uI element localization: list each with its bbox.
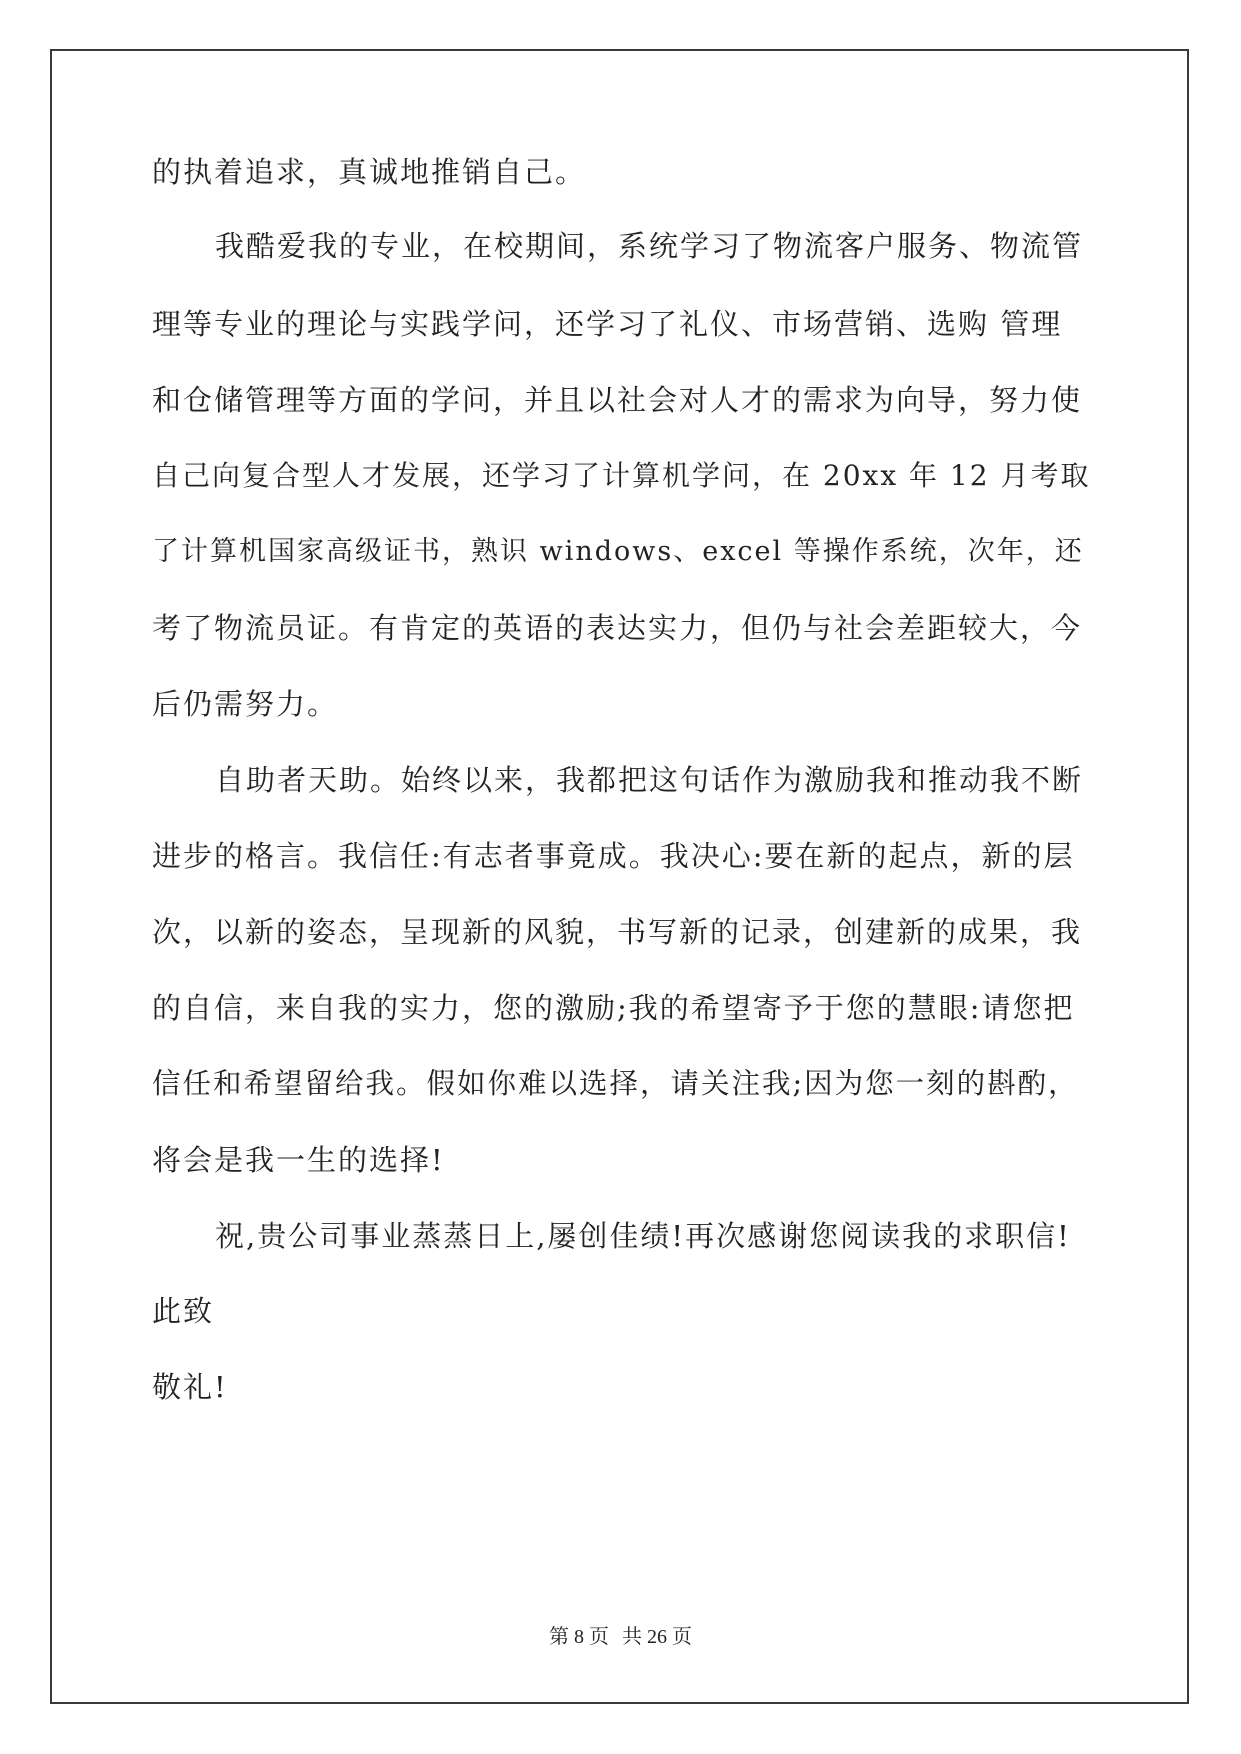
- text-line: 自己向复合型人才发展，还学习了计算机学问，在 20xx 年 12 月考取: [152, 459, 1091, 492]
- text-line: 将会是我一生的选择!: [152, 1143, 445, 1177]
- text-line: 此致: [152, 1294, 215, 1328]
- text-line: 和仓储管理等方面的学问，并且以社会对人才的需求为向导，努力使: [152, 383, 1083, 417]
- text-line: 的自信，来自我的实力，您的激励;我的希望寄予于您的慧眼:请您把: [152, 991, 1075, 1025]
- text-line: 理等专业的理论与实践学问，还学习了礼仪、市场营销、选购 管理: [152, 307, 1063, 341]
- text-line: 次，以新的姿态，呈现新的风貌，书写新的记录，创建新的成果，我: [152, 915, 1083, 949]
- page-footer: [0, 1623, 1241, 1651]
- text-line: 我酷爱我的专业，在校期间，系统学习了物流客户服务、物流管: [215, 229, 1084, 263]
- text-line: 信任和希望留给我。假如你难以选择，请关注我;因为您一刻的斟酌，: [152, 1067, 1079, 1100]
- text-line: 自助者天助。始终以来，我都把这句话作为激励我和推动我不断: [215, 763, 1084, 797]
- page-frame: [50, 49, 1189, 1704]
- text-line: 了计算机国家高级证书，熟识 windows、excel 等操作系统，次年，还: [152, 536, 1084, 567]
- text-line: 后仍需努力。: [152, 687, 339, 721]
- text-line: 敬礼!: [152, 1370, 228, 1404]
- text-line: 的执着追求，真诚地推销自己。: [152, 155, 587, 189]
- text-line: 祝,贵公司事业蒸蒸日上,屡创佳绩!再次感谢您阅读我的求职信!: [215, 1219, 1071, 1253]
- page-number: 第 8 页: [549, 1626, 609, 1648]
- text-line: 进步的格言。我信任:有志者事竟成。我决心:要在新的起点，新的层: [152, 839, 1075, 873]
- text-line: 考了物流员证。有肯定的英语的表达实力，但仍与社会差距较大，今: [152, 611, 1083, 645]
- page-total: 共 26 页: [622, 1626, 692, 1648]
